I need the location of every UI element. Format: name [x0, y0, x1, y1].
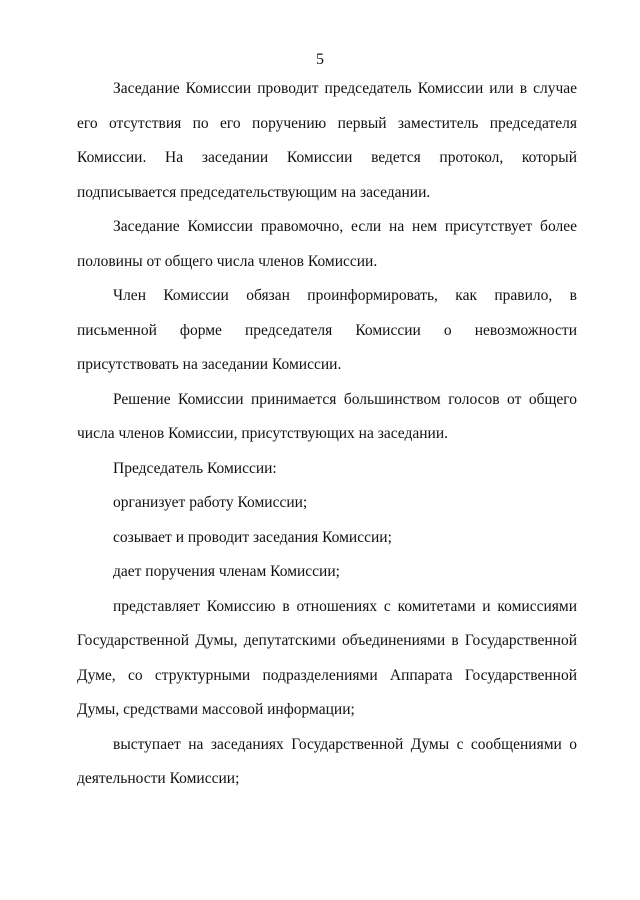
paragraph-gives-instructions: дает поручения членам Комиссии; [113, 563, 340, 580]
paragraph-meeting-chair: Заседание Комиссии проводит председатель Комиссии или в случае его отсутствия по его поручению первый заместитель председателя Комиссии. На заседании Комиссии ведется протокол, который подписывается председательствующим на заседании. [77, 80, 577, 201]
paragraph-represents-commission: представляет Комиссию в отношениях с комитетами и комиссиями Государственной Думы, депутатскими объединениями в Государственной Думе, со структурными подразделениями Аппарата Государственной Думы, средствами массовой информации; [77, 597, 577, 718]
paragraph-organizes-work: организует работу Комиссии; [113, 494, 308, 511]
paragraph-convenes-meetings: созывает и проводит заседания Комиссии; [113, 528, 392, 546]
paragraph-reports-to-duma: выступает на заседаниях Государственной Думы с сообщениями о деятельности Комиссии; [77, 735, 577, 787]
paragraph-quorum: Заседание Комиссии правомочно, если на нем присутствует более половины от общего числа членов Комиссии. [77, 218, 577, 270]
page-number: 5 [316, 51, 324, 68]
paragraph-decision-voting: Решение Комиссии принимается большинством голосов от общего числа членов Комиссии, присутствующих на заседании. [77, 390, 577, 442]
paragraph-chair-heading: Председатель Комиссии: [113, 459, 277, 477]
paragraph-absence-notice: Член Комиссии обязан проинформировать, как правило, в письменной форме председателя Комиссии о невозможности присутствовать на заседании Комиссии. [77, 287, 577, 373]
document-body [77, 72, 577, 797]
